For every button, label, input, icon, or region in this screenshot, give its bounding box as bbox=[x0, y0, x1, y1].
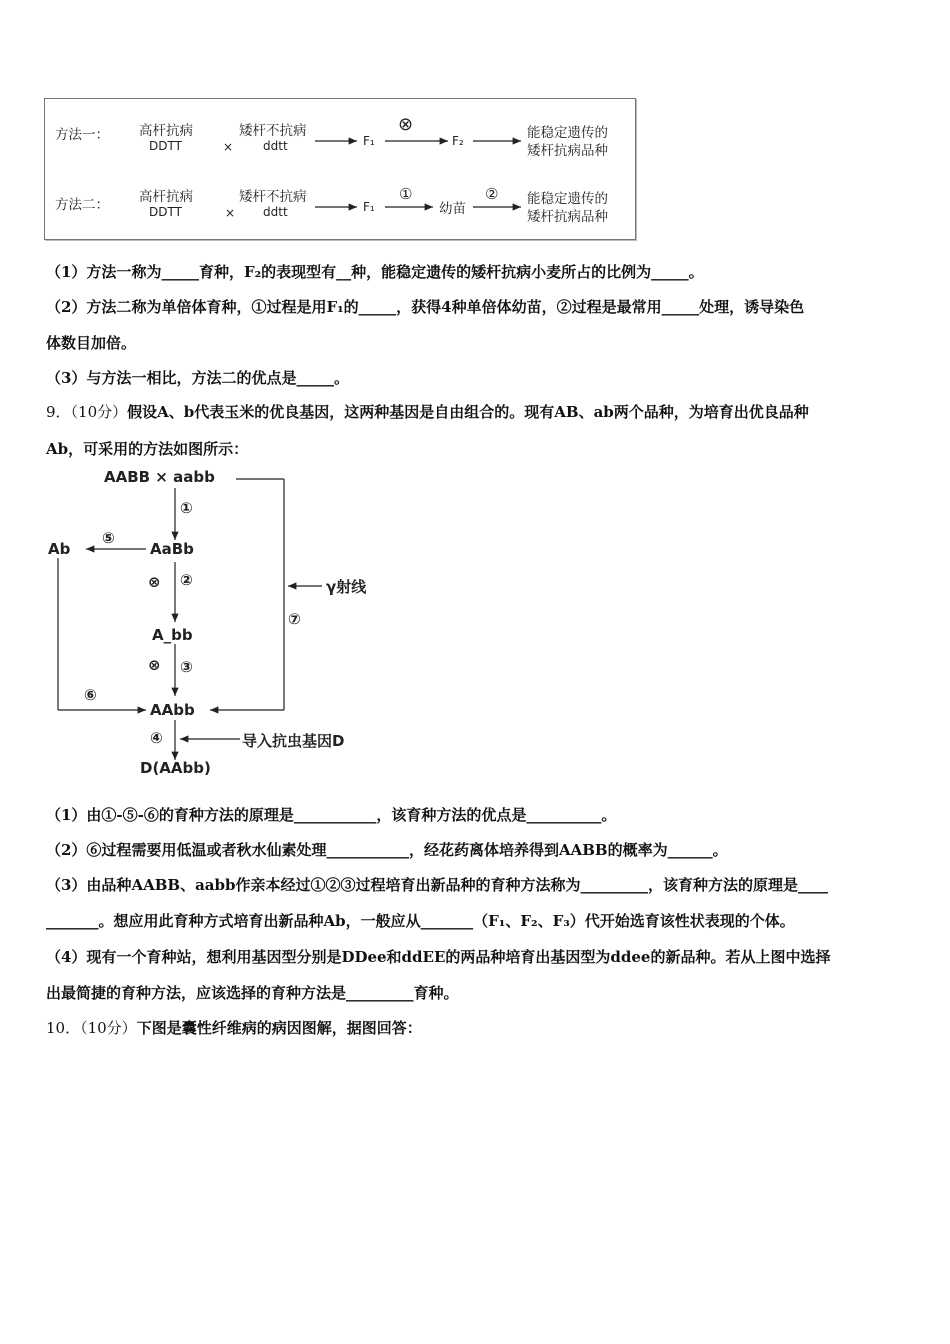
q10-score: （10分） bbox=[80, 1019, 137, 1037]
parent1-phenotype: 高杆抗病 bbox=[139, 123, 193, 139]
result-line1: 能稳定遗传的 bbox=[527, 191, 608, 207]
step-7-marker: ⑦ bbox=[288, 610, 301, 628]
q9-stem-line1 bbox=[46, 401, 809, 422]
step-2-marker: ② bbox=[180, 571, 193, 589]
parent2-phenotype: 矮杆不抗病 bbox=[239, 189, 307, 205]
step-3-marker: ③ bbox=[180, 658, 193, 676]
q8-part2-line1: （2）方法二称为单倍体育种，①过程是用F₁的_____，获得4种单倍体幼苗，②过程是最常用_____处理，诱导染色 bbox=[46, 298, 805, 316]
gene-d-label: 导入抗虫基因D bbox=[242, 732, 345, 750]
q9-stem-line2: Ab，可采用的方法如图所示： bbox=[46, 440, 249, 458]
cross-symbol: × bbox=[223, 140, 234, 154]
q9-part4-line2: 出最简捷的育种方法，应该选择的育种方法是_________育种。 bbox=[46, 984, 459, 1002]
parent1-genotype: DDTT bbox=[149, 205, 182, 219]
breeding-flow-diagram bbox=[44, 466, 404, 786]
method-one-label: 方法一： bbox=[55, 127, 109, 143]
result-line2: 矮杆抗病品种 bbox=[527, 209, 608, 225]
step-one-marker: ① bbox=[399, 185, 413, 203]
q10-number: 10． bbox=[46, 1019, 81, 1037]
q10-stem: 下图是囊性纤维病的病因图解，据图回答： bbox=[136, 1019, 422, 1037]
q9-part1: （1）由①-⑤-⑥的育种方法的原理是___________，该育种方法的优点是__________。 bbox=[46, 806, 617, 824]
selfing-symbol: ⊗ bbox=[398, 114, 414, 135]
q9-stem: 假设A、b代表玉米的优良基因，这两种基因是自由组合的。现有AB、ab两个品种，为培育出优良品种 bbox=[127, 403, 809, 421]
q9-part3-line2: _______。想应用此育种方式培育出新品种Ab，一般应从_______（F₁、F₂、F₃）代开始选育该性状表现的个体。 bbox=[46, 912, 795, 930]
step-4-marker: ④ bbox=[150, 729, 163, 747]
q9-number: 9． bbox=[46, 403, 71, 421]
step-two-marker: ② bbox=[485, 185, 499, 203]
cross-symbol: × bbox=[225, 206, 236, 220]
f1-label: F₁ bbox=[363, 200, 375, 214]
breeding-methods-figure bbox=[44, 98, 636, 240]
q10-stem-line bbox=[46, 1017, 422, 1038]
result-line2: 矮杆抗病品种 bbox=[527, 143, 608, 159]
parent2-phenotype: 矮杆不抗病 bbox=[239, 123, 307, 139]
gamma-ray-label: γ射线 bbox=[326, 578, 367, 596]
q9-part4-line1: （4）现有一个育种站，想利用基因型分别是DDee和ddEE的两品种培育出基因型为ddee的新品种。若从上图中选择 bbox=[46, 948, 831, 966]
method-two-label: 方法二： bbox=[55, 197, 109, 213]
parents-cross: AABB × aabb bbox=[104, 468, 215, 486]
result-line1: 能稳定遗传的 bbox=[527, 125, 608, 141]
aabb-target: AAbb bbox=[150, 701, 195, 719]
step-6-marker: ⑥ bbox=[84, 686, 97, 704]
seedling-label: 幼苗 bbox=[439, 201, 466, 217]
a-bb: A_bb bbox=[152, 626, 193, 644]
diagram-lines bbox=[44, 466, 404, 786]
parent1-phenotype: 高杆抗病 bbox=[139, 189, 193, 205]
f1-label: F₁ bbox=[363, 134, 375, 148]
parent2-genotype: ddtt bbox=[263, 139, 288, 153]
ab-haploid: Ab bbox=[48, 540, 71, 558]
q9-part3-line1: （3）由品种AABB、aabb作亲本经过①②③过程培育出新品种的育种方法称为_________，该育种方法的原理是____ bbox=[46, 876, 828, 894]
parent2-genotype: ddtt bbox=[263, 205, 288, 219]
selfing-symbol: ⊗ bbox=[148, 573, 161, 591]
step-5-marker: ⑤ bbox=[102, 529, 115, 547]
q8-part3: （3）与方法一相比，方法二的优点是_____。 bbox=[46, 369, 349, 387]
q8-part2-line2: 体数目加倍。 bbox=[46, 334, 137, 352]
selfing-symbol: ⊗ bbox=[148, 656, 161, 674]
step-1-marker: ① bbox=[180, 499, 193, 517]
q9-score: （10分） bbox=[70, 403, 128, 421]
q9-part2: （2）⑥过程需要用低温或者秋水仙素处理___________，经花药离体培养得到AABB的概率为______。 bbox=[46, 841, 728, 859]
f2-label: F₂ bbox=[452, 134, 464, 148]
d-aabb: D(AAbb) bbox=[140, 759, 211, 777]
aabb-f1: AaBb bbox=[150, 540, 194, 558]
parent1-genotype: DDTT bbox=[149, 139, 182, 153]
q8-part1: （1）方法一称为_____育种，F₂的表现型有__种，能稳定遗传的矮杆抗病小麦所占的比例为_____。 bbox=[46, 263, 704, 281]
